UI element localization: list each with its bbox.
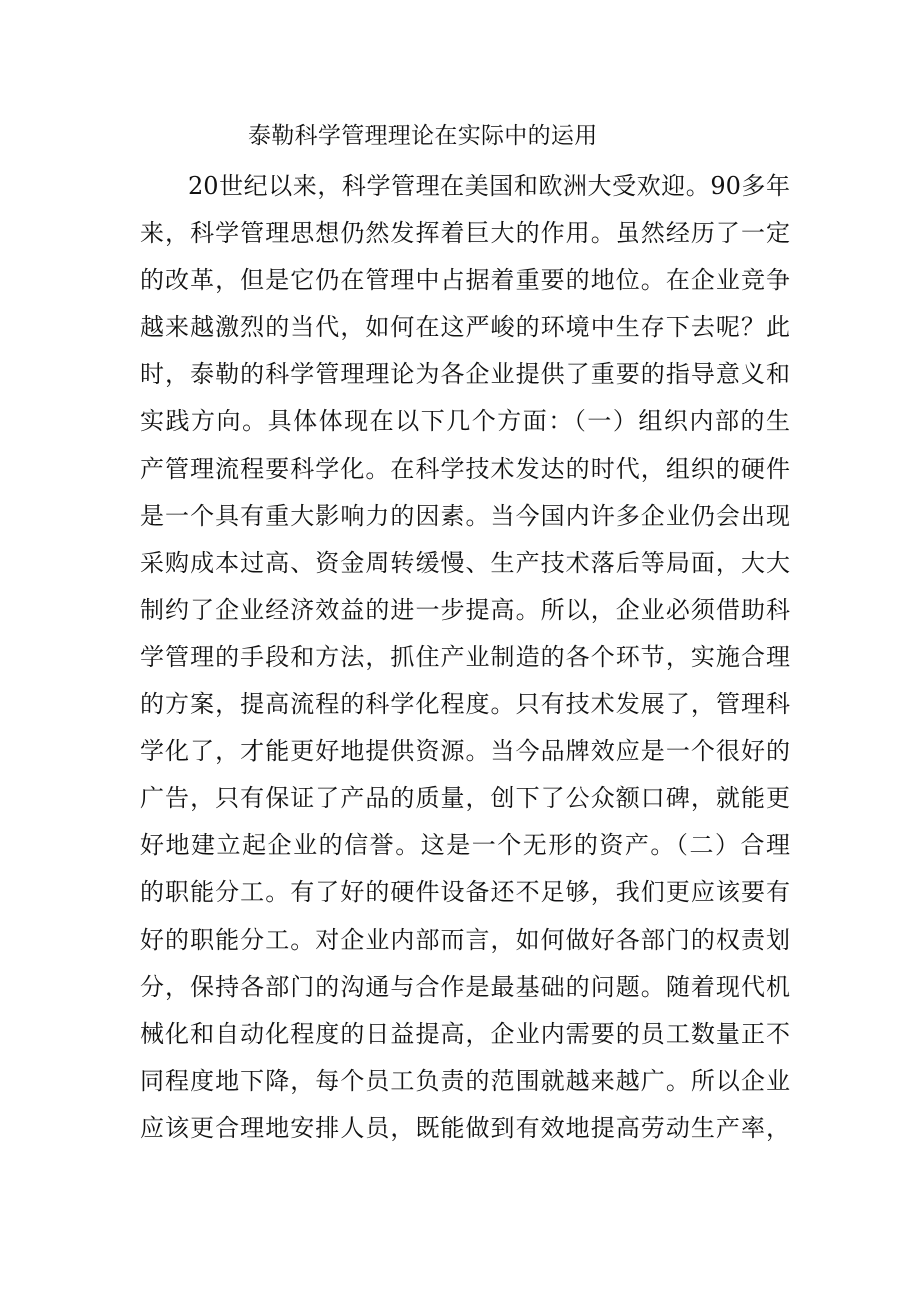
body-line: 好的职能分工。对企业内部而言，如何做好各部门的权责划 [140, 925, 790, 954]
body-line: 广告，只有保证了产品的质量，创下了公众额口碑，就能更 [140, 784, 790, 813]
body-line: 的方案，提高流程的科学化程度。只有技术发展了，管理科 [140, 690, 790, 719]
document-title: 泰勒科学管理理论在实际中的运用 [248, 123, 598, 149]
body-line: 好地建立起企业的信誉。这是一个无形的资产。（二）合理 [140, 831, 790, 860]
body-line: 来，科学管理思想仍然发挥着巨大的作用。虽然经历了一定 [140, 219, 790, 248]
body-line: 械化和自动化程度的日益提高，企业内需要的员工数量正不 [140, 1019, 790, 1048]
body-line: 采购成本过高、资金周转缓慢、生产技术落后等局面，大大 [140, 548, 790, 577]
body-line: 的职能分工。有了好的硬件设备还不足够，我们更应该要有 [140, 878, 790, 907]
body-line: 产管理流程要科学化。在科学技术发达的时代，组织的硬件 [140, 454, 790, 483]
body-line: 分，保持各部门的沟通与合作是最基础的问题。随着现代机 [140, 972, 790, 1001]
body-line: 时，泰勒的科学管理理论为各企业提供了重要的指导意义和 [140, 360, 790, 389]
body-line: 学管理的手段和方法，抓住产业制造的各个环节，实施合理 [140, 642, 790, 671]
body-line: 同程度地下降，每个员工负责的范围就越来越广。所以企业 [140, 1066, 790, 1095]
body-line: 越来越激烈的当代，如何在这严峻的环境中生存下去呢？此 [140, 313, 790, 342]
body-line: 学化了，才能更好地提供资源。当今品牌效应是一个很好的 [140, 737, 790, 766]
body-line: 实践方向。具体体现在以下几个方面：（一）组织内部的生 [140, 407, 790, 436]
body-line: 的改革，但是它仍在管理中占据着重要的地位。在企业竞争 [140, 266, 790, 295]
body-line: 20世纪以来，科学管理在美国和欧洲大受欢迎。90多年 [188, 172, 790, 200]
body-line: 应该更合理地安排人员，既能做到有效地提高劳动生产率， [140, 1113, 790, 1142]
body-line: 制约了企业经济效益的进一步提高。所以，企业必须借助科 [140, 595, 790, 624]
document-body [140, 163, 790, 1152]
body-line: 是一个具有重大影响力的因素。当今国内许多企业仍会出现 [140, 501, 790, 530]
